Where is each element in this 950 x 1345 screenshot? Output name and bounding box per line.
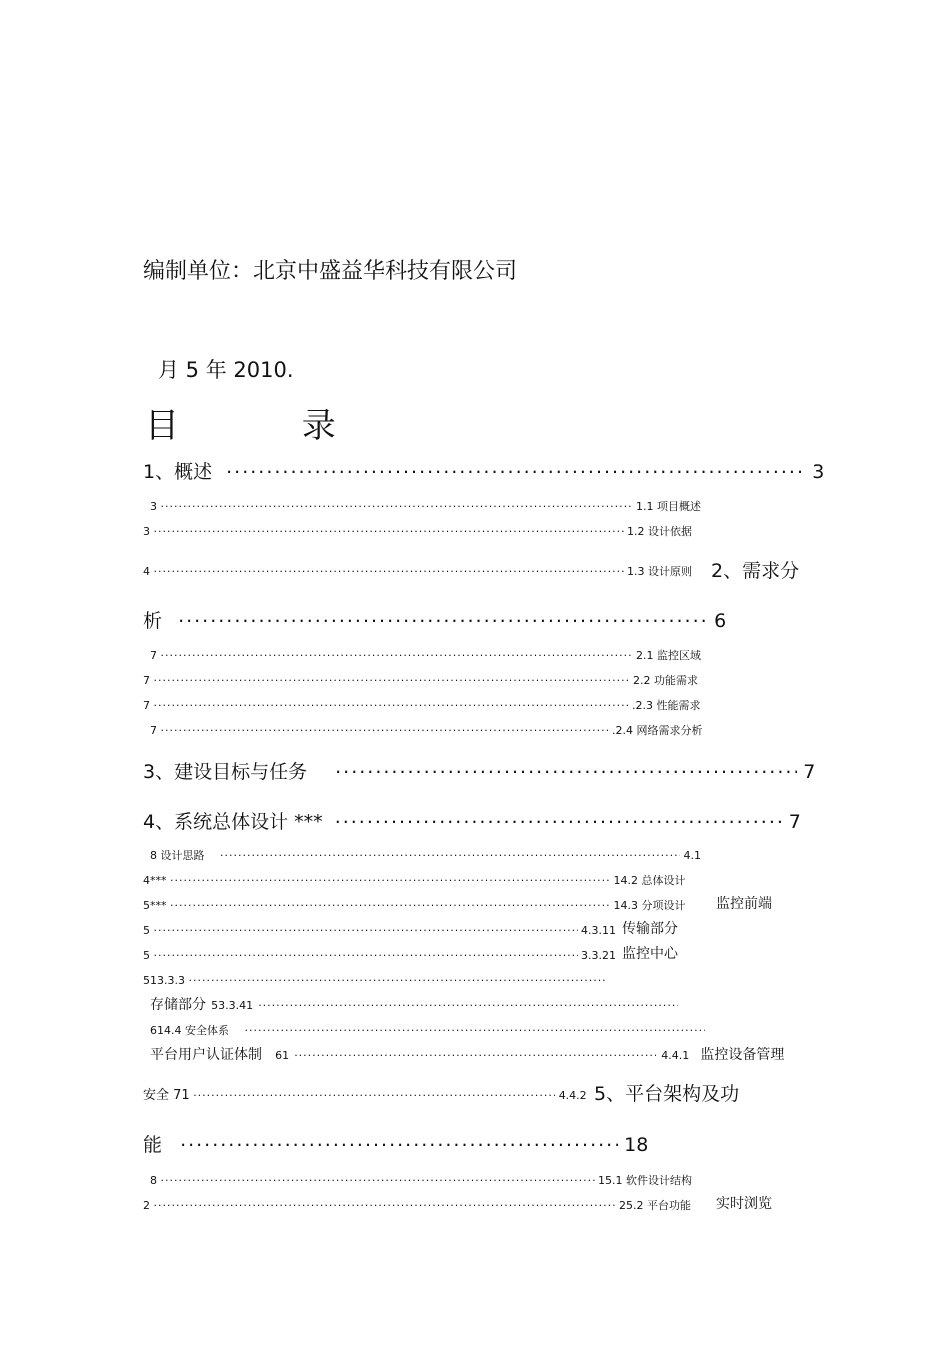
leader-dots: [170, 871, 610, 884]
toc-entry-11: [143, 806, 801, 834]
leader-dots: [294, 1046, 656, 1059]
toc-page: 3: [812, 461, 825, 483]
toc-page: 3: [143, 525, 150, 538]
toc-label: 4、系统总体设计 ***: [143, 811, 323, 833]
toc-entry-9: [150, 721, 703, 738]
toc-label: 监控设备管理: [700, 1047, 785, 1063]
toc-label: 14.2 总体设计: [613, 874, 686, 887]
leader-dots: [180, 1129, 618, 1151]
toc-entry-1: [143, 456, 824, 484]
toc-entry-3: [143, 522, 692, 539]
toc-entry-7: [143, 671, 698, 688]
toc-label: 能: [143, 1134, 163, 1156]
toc-page: 3: [150, 500, 157, 513]
toc-entry-13: [143, 871, 686, 888]
toc-label: 存储部分: [150, 997, 206, 1013]
toc-label: .2.3 性能需求: [632, 699, 701, 712]
toc-label: 3.3.21: [581, 949, 616, 962]
toc-page: 8: [150, 1174, 157, 1187]
toc-label: 15.1 软件设计结构: [598, 1174, 692, 1187]
toc-page: 53.3.41: [211, 999, 254, 1012]
leader-dots: [258, 996, 678, 1009]
toc-page: 4.1: [683, 849, 701, 862]
leader-dots: [154, 946, 578, 959]
toc-page: 4: [143, 565, 150, 578]
toc-entry-4: [143, 562, 692, 579]
toc-entry-15-tail: 传输部分: [622, 921, 678, 937]
toc-page: 4***: [143, 874, 167, 887]
leader-dots: [161, 1171, 595, 1184]
toc-title: 目 录: [145, 406, 392, 446]
leader-dots: [161, 497, 633, 510]
toc-entry-24: [143, 1196, 691, 1213]
toc-page: 18: [624, 1134, 649, 1156]
compiling-organization: 编制单位：北京中盛益华科技有限公司: [143, 259, 518, 284]
toc-label: 平台用户认证体制: [150, 1047, 262, 1063]
leader-dots: [189, 971, 607, 984]
leader-dots: [170, 896, 610, 909]
toc-page: 5: [143, 924, 150, 937]
toc-entry-20: [150, 1044, 784, 1064]
leader-dots: [193, 1086, 555, 1099]
toc-entry-2: [150, 497, 701, 514]
leader-dots: [226, 456, 806, 478]
toc-entry-4-tail: 2、需求分: [711, 560, 800, 582]
leader-dots: [335, 806, 783, 828]
toc-page: 7: [143, 699, 150, 712]
toc-entry-21-tail: 5、平台架构及功: [594, 1083, 740, 1105]
toc-label: 1.1 项目概述: [636, 500, 701, 513]
leader-dots: [220, 846, 680, 859]
toc-label: 2.1 监控区域: [636, 649, 701, 662]
toc-label: 25.2 平台功能: [619, 1199, 691, 1212]
toc-entry-14: [143, 896, 686, 913]
toc-page: 7: [143, 674, 150, 687]
leader-dots: [178, 605, 708, 627]
leader-dots: [161, 721, 609, 734]
toc-entry-16-tail: 监控中心: [622, 946, 678, 962]
toc-entry-23: [150, 1171, 692, 1188]
toc-page: 6: [714, 610, 727, 632]
toc-entry-22: [143, 1129, 648, 1157]
toc-label: 4.3.11: [581, 924, 616, 937]
toc-page: 7: [150, 649, 157, 662]
leader-dots: [154, 921, 578, 934]
toc-label: 513.3.3: [143, 974, 185, 987]
toc-label: 14.3 分项设计: [613, 899, 686, 912]
leader-dots: [154, 562, 624, 575]
toc-label: 1.3 设计原则: [627, 565, 692, 578]
toc-label: 1、概述: [143, 461, 213, 483]
toc-page: 4.4.2: [558, 1089, 587, 1102]
toc-entry-12: [150, 846, 701, 863]
leader-dots: [154, 1196, 616, 1209]
publication-date: 月 5 年 2010.: [158, 358, 294, 382]
toc-page: 7: [150, 724, 157, 737]
toc-entry-21: [143, 1084, 587, 1103]
leader-dots: [161, 646, 633, 659]
toc-entry-14-tail: 监控前端: [716, 896, 772, 912]
toc-entry-17: [143, 971, 607, 987]
toc-entry-6: [150, 646, 701, 663]
leader-dots: [154, 671, 630, 684]
toc-entry-24-tail: 实时浏览: [716, 1196, 772, 1212]
toc-page: 2: [143, 1199, 150, 1212]
toc-page: 61: [275, 1049, 290, 1062]
toc-page: 5***: [143, 899, 167, 912]
toc-entry-19: [150, 1021, 705, 1038]
toc-label: 1.2 设计依据: [627, 525, 692, 538]
toc-label: 614.4 安全体系: [150, 1024, 229, 1037]
toc-entry-18: [150, 994, 678, 1014]
toc-label: 3、建设目标与任务: [143, 761, 308, 783]
toc-entry-10: [143, 756, 815, 784]
toc-label: 析: [143, 610, 163, 632]
toc-page: 7: [803, 761, 816, 783]
toc-entry-8: [143, 696, 701, 713]
toc-label: 8 设计思路: [150, 849, 205, 862]
toc-entry-15: [143, 921, 616, 937]
toc-page: 7: [788, 811, 801, 833]
toc-label: 2.2 功能需求: [633, 674, 698, 687]
toc-page: 5: [143, 949, 150, 962]
leader-dots: [154, 696, 629, 709]
toc-label: 安全 71: [143, 1088, 190, 1103]
toc-entry-16: [143, 946, 616, 962]
toc-label: 4.4.1: [661, 1049, 690, 1062]
leader-dots: [335, 756, 797, 778]
leader-dots: [154, 522, 624, 535]
leader-dots: [245, 1021, 705, 1034]
toc-entry-5: [143, 605, 726, 633]
toc-label: .2.4 网络需求分析: [612, 724, 703, 737]
